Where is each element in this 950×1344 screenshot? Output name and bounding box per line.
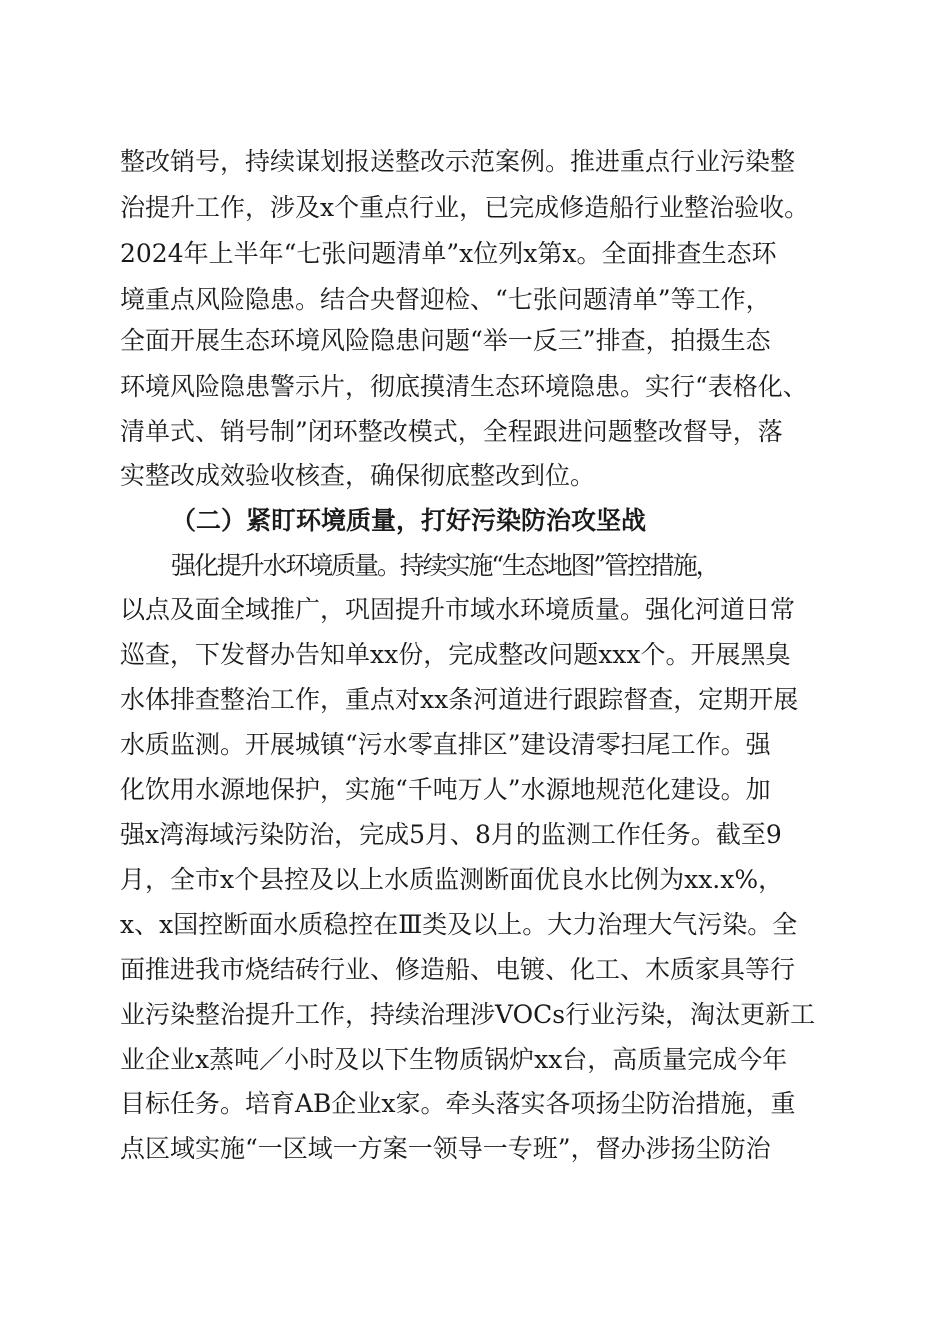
paragraph-line: 目标任务。培育AB企业x家。牵头落实各项扬尘防治措施，重 bbox=[120, 1089, 796, 1118]
paragraph-line: 业污染整治提升工作，持续治理涉VOCs行业污染，淘汰更新工 bbox=[120, 1000, 816, 1029]
paragraph-line: 2024年上半年“七张问题清单”x位列x第x。全面排查生态环 bbox=[120, 239, 777, 268]
paragraph-line: 月，全市x个县控及以上水质监测断面优良水比例为xx.x%， bbox=[120, 865, 784, 894]
paragraph-line: 整改销号，持续谋划报送整改示范案例。推进重点行业污染整 bbox=[120, 147, 796, 176]
paragraph-line: 以点及面全域推广，巩固提升市域水环境质量。强化河道日常 bbox=[120, 595, 796, 624]
paragraph-line: 水质监测。开展城镇“污水零直排区”建设清零扫尾工作。强 bbox=[120, 730, 771, 759]
paragraph-line: 水体排查整治工作，重点对xx条河道进行跟踪督查，定期开展 bbox=[120, 685, 799, 714]
paragraph-line: x、x国控断面水质稳控在Ⅲ类及以上。大力治理大气污染。全 bbox=[120, 910, 798, 939]
paragraph-line: 点区域实施“一区域一方案一领导一专班”，督办涉扬尘防治 bbox=[120, 1134, 771, 1163]
paragraph-line: 强化提升水环境质量。持续实施“生态地图”管控措施， bbox=[171, 551, 719, 580]
paragraph-line: 巡查，下发督办告知单xx份，完成整改问题xxx个。开展黑臭 bbox=[120, 640, 791, 669]
paragraph-line: 化饮用水源地保护，实施“千吨万人”水源地规范化建设。加 bbox=[120, 775, 771, 804]
section-heading: （二）紧盯环境质量，打好污染防治攻坚战 bbox=[171, 506, 647, 535]
paragraph-line: 境重点风险隐患。结合央督迎检、“七张问题清单”等工作， bbox=[120, 285, 771, 314]
paragraph-line: 治提升工作，涉及x个重点行业，已完成修造船行业整治验收。 bbox=[120, 193, 810, 222]
paragraph-line: 实整改成效验收核查，确保彻底整改到位。 bbox=[120, 461, 596, 490]
paragraph-line: 清单式、销号制”闭环整改模式，全程跟进问题整改督导，落 bbox=[120, 417, 783, 446]
paragraph-line: 业企业x蒸吨／小时及以下生物质锅炉xx台，高质量完成今年 bbox=[120, 1045, 788, 1074]
paragraph-line: 全面开展生态环境风险隐患问题“举一反三”排查，拍摄生态 bbox=[120, 326, 771, 355]
paragraph-line: 环境风险隐患警示片，彻底摸清生态环境隐患。实行“表格化、 bbox=[120, 372, 808, 401]
paragraph-line: 面推进我市烧结砖行业、修造船、电镀、化工、木质家具等行 bbox=[120, 955, 796, 984]
paragraph-line: 强x湾海域污染防治，完成5月、8月的监测工作任务。截至9 bbox=[120, 820, 782, 849]
